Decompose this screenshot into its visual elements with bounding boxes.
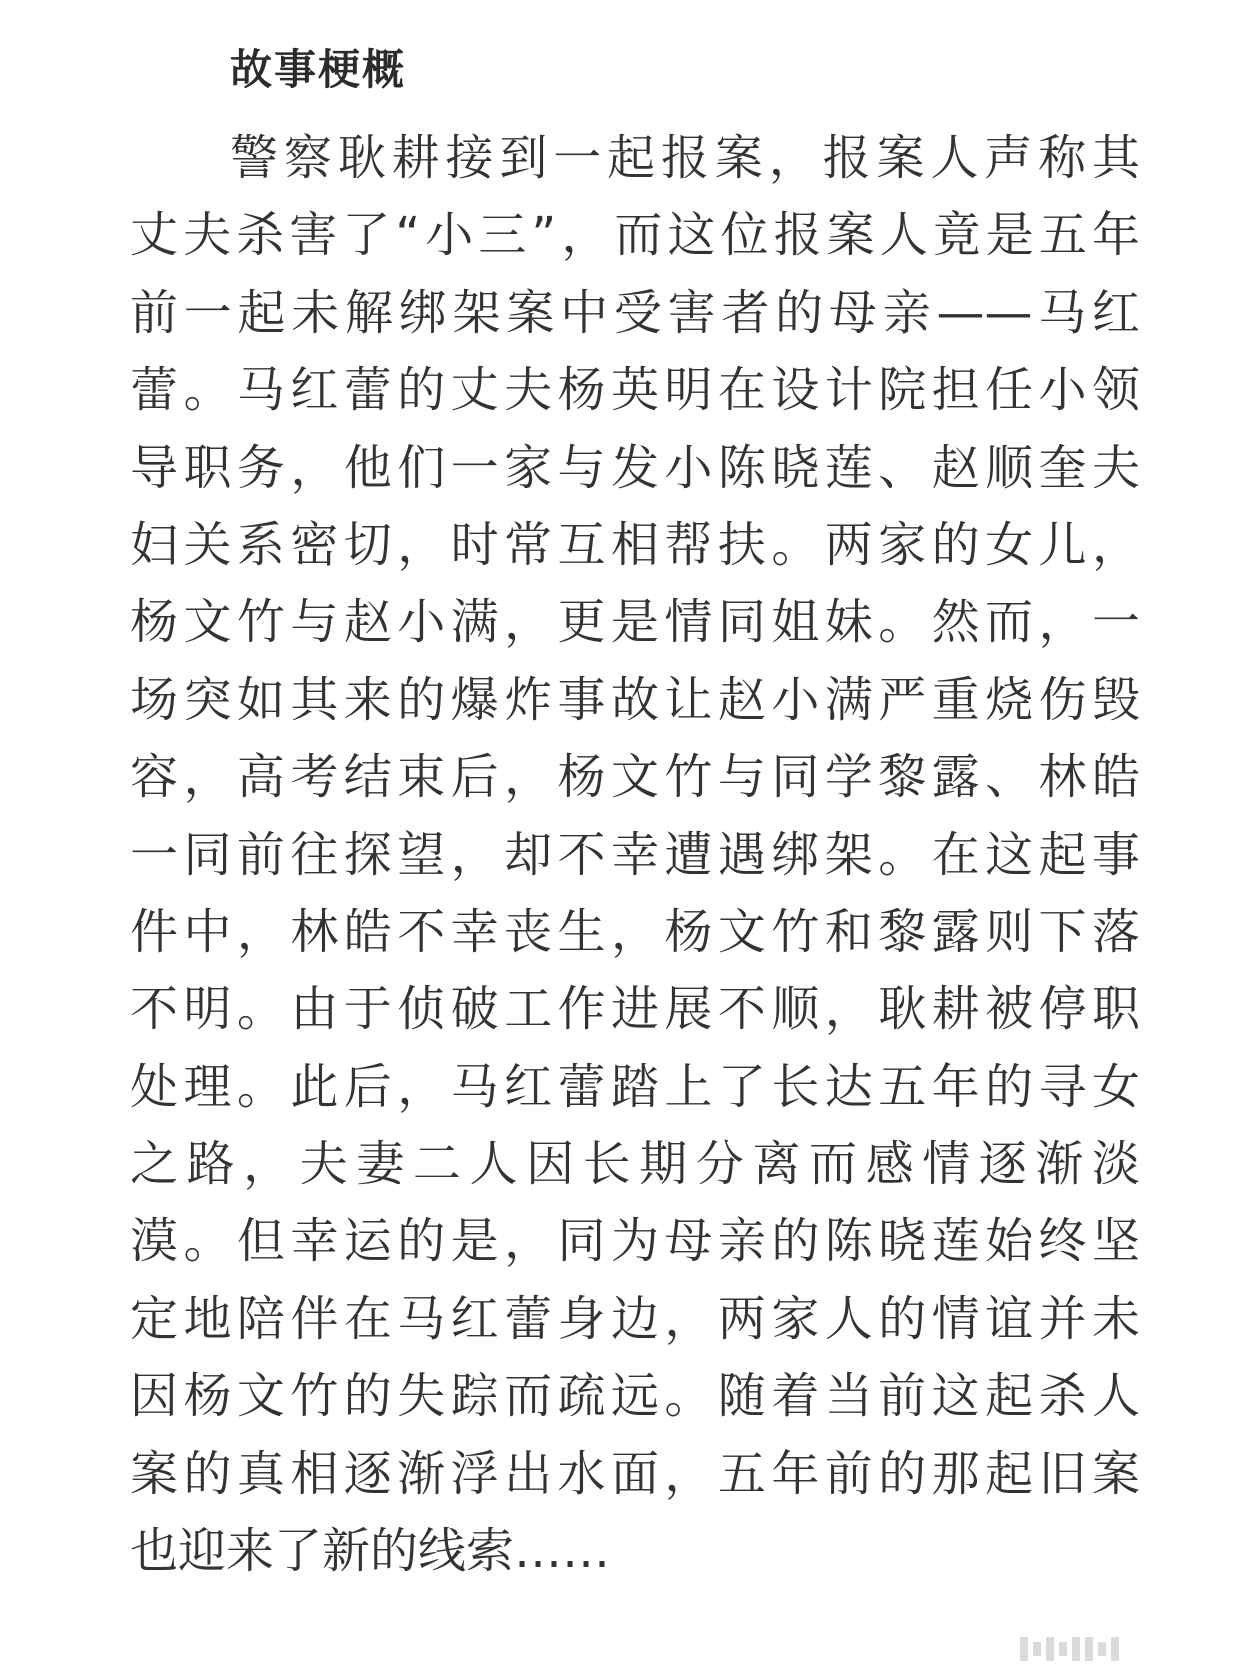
body-line: 漠。但幸运的是，同为母亲的陈晓莲始终坚 bbox=[130, 1213, 1140, 1270]
body-line: 导职务，他们一家与发小陈晓莲、赵顺奎夫 bbox=[130, 439, 1140, 496]
body-line: 件中，林皓不幸丧生，杨文竹和黎露则下落 bbox=[130, 903, 1140, 960]
synopsis-body bbox=[130, 120, 1140, 1590]
watermark-mark bbox=[1033, 1642, 1041, 1656]
body-line: 一同前往探望，却不幸遭遇绑架。在这起事 bbox=[130, 826, 1140, 883]
body-line: 不明。由于侦破工作进展不顺，耿耕被停职 bbox=[130, 981, 1140, 1038]
body-line: 杨文竹与赵小满，更是情同姐妹。然而，一 bbox=[130, 594, 1140, 651]
watermark-mark bbox=[1085, 1637, 1093, 1661]
watermark-mark bbox=[1020, 1637, 1028, 1661]
body-line: 丈夫杀害了“小三”，而这位报案人竟是五年 bbox=[130, 207, 1140, 264]
body-line: 之路，夫妻二人因长期分离而感情逐渐淡 bbox=[130, 1136, 1140, 1193]
page-title: 故事梗概 bbox=[230, 45, 407, 94]
body-line: 前一起未解绑架案中受害者的母亲——马红 bbox=[130, 284, 1140, 341]
watermark bbox=[1020, 1632, 1240, 1666]
watermark-mark bbox=[1059, 1642, 1067, 1656]
watermark-mark bbox=[1098, 1642, 1106, 1656]
body-line: 因杨文竹的失踪而疏远。随着当前这起杀人 bbox=[130, 1368, 1140, 1425]
body-line: 处理。此后，马红蕾踏上了长达五年的寻女 bbox=[130, 1058, 1140, 1115]
body-line: 蕾。马红蕾的丈夫杨英明在设计院担任小领 bbox=[130, 362, 1140, 419]
watermark-mark bbox=[1072, 1637, 1080, 1661]
body-line: 案的真相逐渐浮出水面，五年前的那起旧案 bbox=[130, 1445, 1140, 1502]
body-line: 定地陪伴在马红蕾身边，两家人的情谊并未 bbox=[130, 1290, 1140, 1347]
body-line: 容，高考结束后，杨文竹与同学黎露、林皓 bbox=[130, 749, 1140, 806]
watermark-mark bbox=[1111, 1637, 1119, 1661]
watermark-mark bbox=[1046, 1637, 1054, 1661]
body-line: 警察耿耕接到一起报案，报案人声称其 bbox=[230, 130, 1140, 186]
body-line: 妇关系密切，时常互相帮扶。两家的女儿， bbox=[130, 516, 1140, 573]
body-line: 场突如其来的爆炸事故让赵小满严重烧伤毁 bbox=[130, 671, 1140, 728]
document bbox=[130, 40, 1140, 1590]
body-line: 也迎来了新的线索…… bbox=[130, 1523, 611, 1580]
